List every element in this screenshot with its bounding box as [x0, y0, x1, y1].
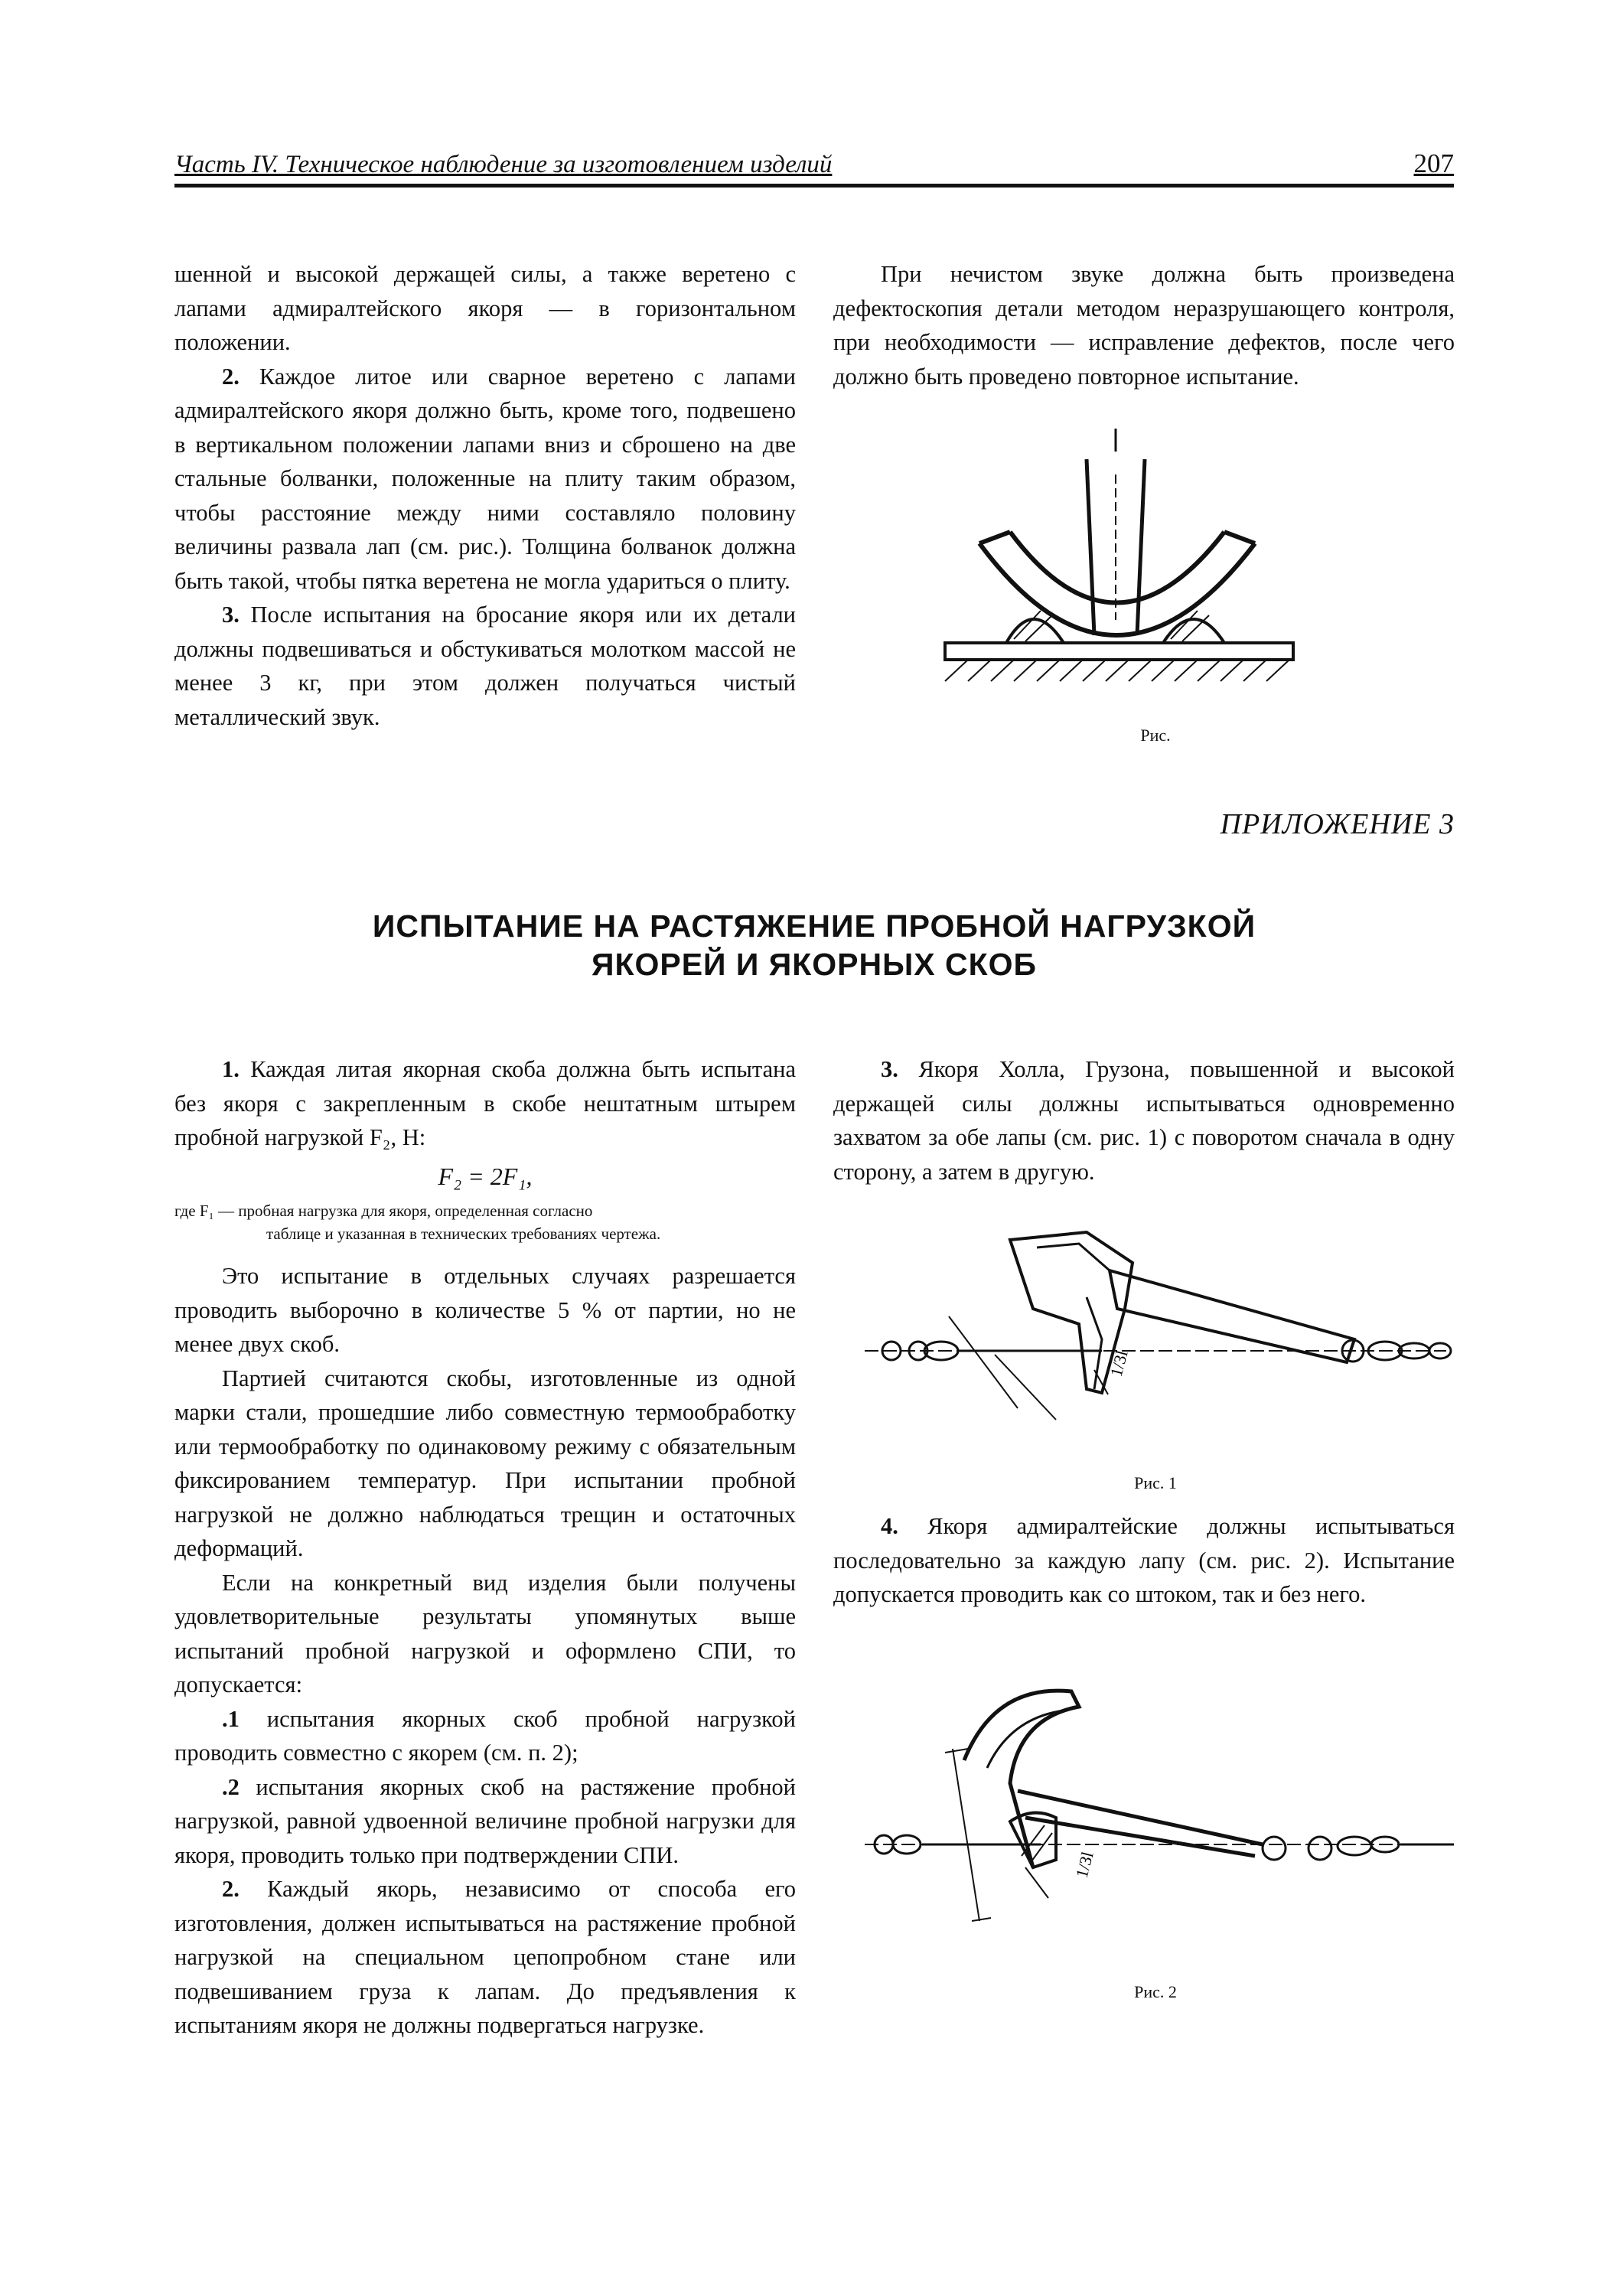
subitem-number: .2 [222, 1773, 240, 1800]
paragraph-continued: шенной и высокой держащей силы, а также веретено с лапами адмиралтейского якоря — в горизонтальном положении. [174, 261, 796, 355]
paragraph-spi: Если на конкретный вид изделия были получены удовлетворительные результаты упомянутых выше испытаний пробной нагрузкой и оформлено СПИ, то допускается: [174, 1569, 796, 1698]
subitem-text: испытания якорных скоб пробной нагрузкой проводить совместно с якорем (см. п. 2); [174, 1705, 796, 1766]
bottom-left-column [174, 1052, 796, 2043]
item-number: 2. [222, 363, 240, 390]
subitem-text: испытания якорных скоб на растяжение пробной нагрузкой, равной удвоенной величине пробной нагрузки для якоря, проводить только при подтверждении СПИ. [174, 1773, 796, 1868]
item-number: 1. [222, 1056, 240, 1082]
figure-caption: Рис. [1140, 726, 1171, 745]
figure-2-caption: Рис. 2 [1134, 1982, 1177, 2001]
paragraph-text: Каждый якорь, независимо от способа его изготовления, должен испытываться на растяжение пробной нагрузкой на специальном цепопробном стане или подвешиванием груза к лапам. До предъявления к испытаниям якоря не должны подвергаться нагрузке. [174, 1876, 796, 2038]
page-number: 207 [1413, 148, 1454, 178]
heading-line-2: ЯКОРЕЙ И ЯКОРНЫХ СКОБ [591, 947, 1037, 982]
subitem-1 [174, 1702, 796, 1770]
item-number: 3. [881, 1056, 898, 1082]
drop-test-figure [934, 429, 1362, 704]
dimension-label: 1/3l [1106, 1348, 1132, 1379]
note-line-2: таблице и указанная в технических требованиях чертежа. [266, 1225, 661, 1243]
paragraph-sampling: Это испытание в отдельных случаях разрешается проводить выборочно в количестве 5 % от партии, но не менее двух скоб. [174, 1263, 796, 1357]
paragraph-3 [174, 598, 796, 734]
hall-anchor-figure [857, 1217, 1462, 1439]
paragraph-4 [833, 1509, 1455, 1612]
paragraph-text: Каждое литое или сварное веретено с лапами адмиралтейского якоря должно быть, кроме того, подвешено в вертикальном положении лапами вниз и сброшено на две стальные болванки, положенные на плиту таким образом, чтобы расстояние между ними составляло половину величины развала лап (см. рис.). Толщина болванок должна быть такой, чтобы пятка веретена не могла удариться о плиту. [174, 363, 796, 594]
bottom-right-column-top [833, 1052, 1455, 1189]
running-header [174, 144, 1454, 188]
note-line-1: где F₁ — пробная нагрузка для якоря, определенная согласно [174, 1202, 593, 1220]
paragraph-batch: Партией считаются скобы, изготовленные из одной марки стали, прошедшие либо совместную термообработку или термообработку по одинаковому режиму с обязательным фиксированием температур. При испытании пробной нагрузкой не должно наблюдаться трещин и остаточных деформаций. [174, 1365, 796, 1561]
paragraph-3 [833, 1052, 1455, 1189]
paragraph-2 [174, 1872, 796, 2043]
running-title: Часть IV. Техническое наблюдение за изготовлением изделий [174, 151, 833, 178]
top-left-column [174, 257, 796, 734]
figure-1-caption: Рис. 1 [1134, 1473, 1177, 1492]
paragraph-defectoscopy: При нечистом звуке должна быть произведена дефектоскопия детали методом неразрушающего контроля, при необходимости — исправление дефектов, после чего должно быть проведено повторное испытание. [833, 261, 1455, 390]
heading-line-1: ИСПЫТАНИЕ НА РАСТЯЖЕНИЕ ПРОБНОЙ НАГРУЗКОЙ [372, 908, 1256, 944]
paragraph-text: Якоря адмиралтейские должны испытываться последовательно за каждую лапу (см. рис. 2). Испытание допускается проводить как со штоком, так и без него. [833, 1513, 1455, 1607]
paragraph-text: Якоря Холла, Грузона, повышенной и высокой держащей силы должны испытываться одновременно захватом за обе лапы (см. рис. 1) с поворотом сначала в одну сторону, а затем в другую. [833, 1056, 1455, 1185]
item-number: 2. [222, 1876, 240, 1902]
paragraph-1 [174, 1052, 796, 1155]
formula: F₂ = 2F₁, [438, 1162, 533, 1190]
dimension-label: 1/3l [1071, 1849, 1097, 1880]
paragraph-text: Каждая литая якорная скоба должна быть испытана без якоря с закрепленным в скобе нештатным штырем пробной нагрузкой F₂, Н: [174, 1056, 796, 1150]
subitem-2 [174, 1770, 796, 1873]
item-number: 4. [881, 1513, 898, 1539]
admiralty-anchor-figure [857, 1676, 1462, 1929]
appendix-label: ПРИЛОЖЕНИЕ 3 [1220, 808, 1455, 840]
formula-note [174, 1199, 796, 1245]
paragraph-2 [174, 360, 796, 598]
top-right-column [833, 257, 1455, 393]
subitem-number: .1 [222, 1705, 240, 1732]
item-number: 3. [222, 602, 240, 628]
bottom-right-column-mid [833, 1509, 1455, 1612]
section-heading [174, 907, 1454, 983]
paragraph-text: После испытания на бросание якоря или их детали должны подвешиваться и обстукиваться молотком массой не менее 3 кг, при этом должен получаться чистый металлический звук. [174, 602, 796, 730]
